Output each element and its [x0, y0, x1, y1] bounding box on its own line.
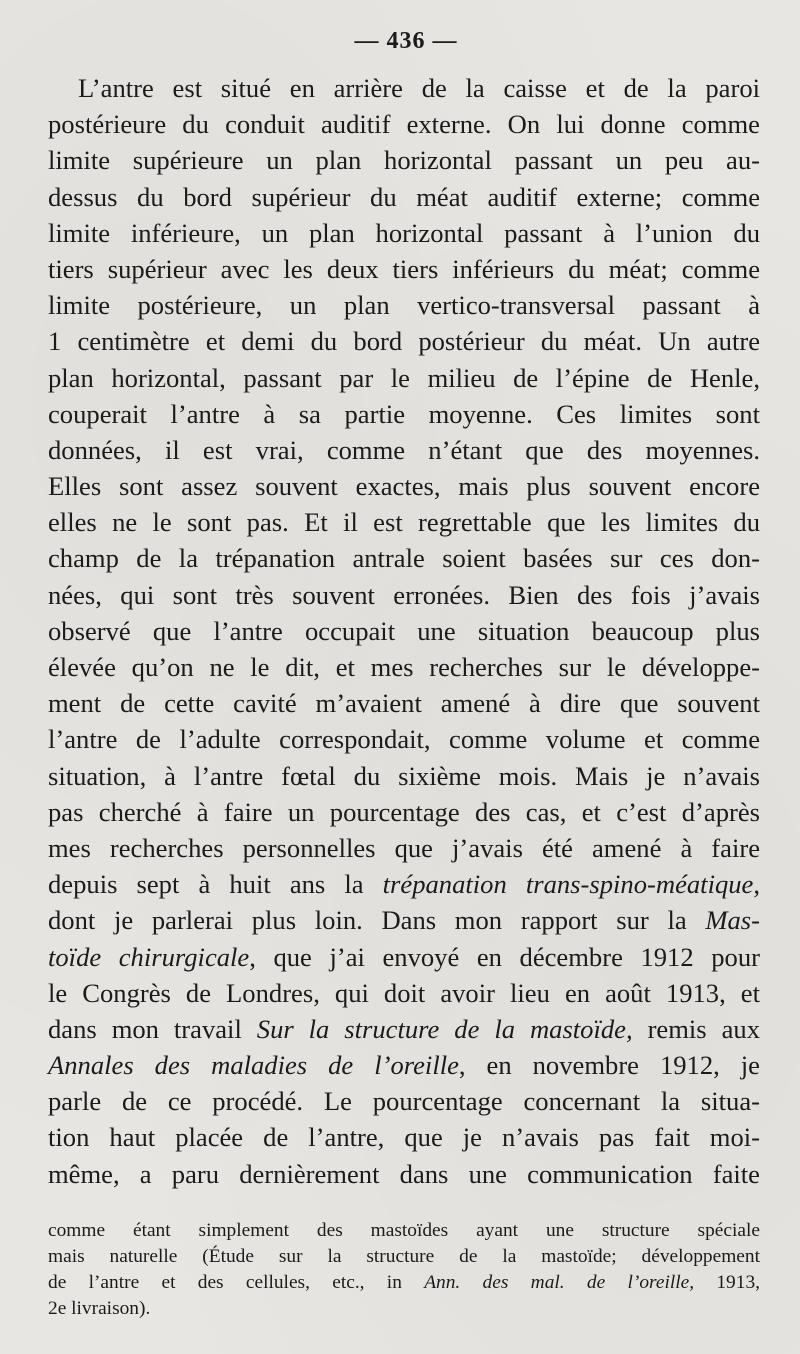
text-run: de l’antre et des cellules, etc., in: [48, 1272, 425, 1293]
text-line: dessus du bord supérieur du méat auditif externe; comme: [48, 181, 760, 212]
text-line: Elles sont assez souvent exactes, mais plus souvent encore: [48, 471, 760, 502]
italic-title: toïde chirurgicale: [48, 941, 250, 972]
text-line: 1 centimètre et demi du bord postérieur du méat. Un autre: [48, 326, 760, 357]
text-line: parle de ce procédé. Le pourcentage concernant la situa-: [48, 1086, 760, 1117]
text-line: même, a paru dernièrement dans une communication faite: [48, 1158, 760, 1189]
text-line: [48, 939, 760, 975]
text-line: limite supérieure un plan horizontal passant un peu au-: [48, 145, 760, 176]
footnote-line: mais naturelle (Étude sur la structure de la mastoïde; développement: [48, 1246, 760, 1267]
text-line: observé que l’antre occupait une situation beaucoup plus: [48, 615, 760, 646]
text-line: pas cherché à faire un pourcentage des cas, et c’est d’après: [48, 796, 760, 827]
text-line: champ de la trépanation antrale soient basées sur ces don-: [48, 543, 760, 574]
text-run: 1913,: [694, 1272, 760, 1293]
text-line: l’antre de l’adulte correspondait, comme volume et comme: [48, 724, 760, 755]
text-run: depuis sept à huit ans la: [48, 869, 383, 900]
text-line: couperait l’antre à sa partie moyenne. Ces limites sont: [48, 398, 760, 429]
text-line: nées, qui sont très souvent erronées. Bien des fois j’avais: [48, 579, 760, 610]
body-text: [48, 70, 760, 1192]
text-line: tiers supérieur avec les deux tiers inférieurs du méat; comme: [48, 253, 760, 284]
text-line: limite postérieure, un plan vertico-transversal passant à: [48, 290, 760, 321]
text-line: données, il est vrai, comme n’étant que des moyennes.: [48, 434, 760, 465]
text-line: [48, 866, 760, 902]
text-run: dont je parlerai plus loin. Dans mon rapport sur la: [48, 905, 706, 936]
italic-title: Mas-: [705, 905, 760, 936]
page-number: — 436 —: [354, 28, 458, 54]
footnote: [48, 1218, 760, 1322]
text-run: remis aux: [632, 1013, 760, 1044]
text-line: L’antre est situé en arrière de la caisse et de la paroi: [78, 73, 760, 103]
italic-title: trépanation trans-spino-méatique: [382, 869, 754, 900]
text-line: plan horizontal, passant par le milieu de l’épine de Henle,: [48, 362, 760, 393]
text-line: [48, 1047, 760, 1083]
text-run: dans mon travail: [48, 1013, 257, 1044]
text-line: le Congrès de Londres, qui doit avoir lieu en août 1913, et: [48, 977, 760, 1008]
text-line: postérieure du conduit auditif externe. On lui donne comme: [48, 109, 760, 140]
footnote-line: [48, 1270, 760, 1296]
italic-title: Ann. des mal. de l’oreille,: [424, 1272, 695, 1293]
text-line: élevée qu’on ne le dit, et mes recherches sur le développe-: [48, 652, 760, 682]
text-run: , en novembre 1912, je: [458, 1050, 760, 1081]
italic-title: Annales des maladies de l’oreille: [48, 1050, 459, 1081]
text-line: situation, à l’antre fœtal du sixième mois. Mais je n’avais: [48, 760, 760, 791]
text-line: ment de cette cavité m’avaient amené à dire que souvent: [48, 688, 760, 719]
text-line: tion haut placée de l’antre, que je n’avais pas fait moi-: [48, 1122, 760, 1153]
text-line: [48, 902, 760, 938]
text-line: [48, 1011, 760, 1047]
italic-title: Sur la structure de la mastoïde,: [256, 1013, 633, 1044]
footnote-line: comme étant simplement des mastoïdes ayant une structure spéciale: [48, 1220, 760, 1241]
text-run: , que j’ai envoyé en décembre 1912 pour: [249, 941, 760, 972]
text-line: limite inférieure, un plan horizontal passant à l’union du: [48, 217, 760, 248]
footnote-line: 2e livraison).: [48, 1298, 151, 1319]
text-line: mes recherches personnelles que j’avais été amené à faire: [48, 832, 760, 863]
text-line: elles ne le sont pas. Et il est regrettable que les limites du: [48, 507, 760, 538]
text-run: ,: [753, 869, 761, 900]
